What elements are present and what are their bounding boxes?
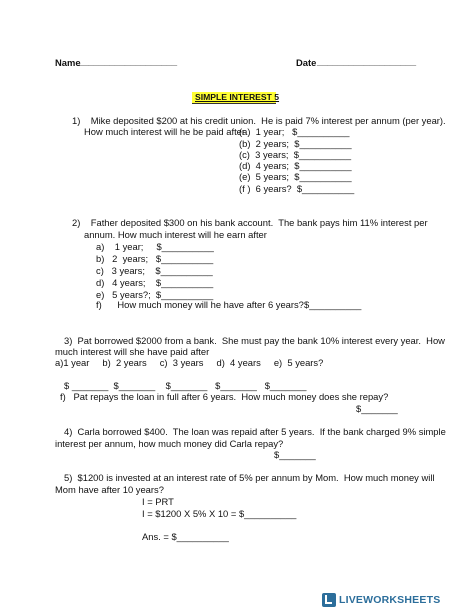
q1-line2: How much interest will he be paid after <box>84 126 246 137</box>
q1-option-a[interactable]: (a) 1 year; $__________ <box>239 126 350 137</box>
name-label: Name <box>55 57 81 68</box>
q3-blank-f[interactable]: $_______ <box>356 403 398 414</box>
logo-badge-icon <box>322 593 336 607</box>
q2-option-a[interactable]: a) 1 year; $__________ <box>96 241 214 252</box>
q1-option-c[interactable]: (c) 3 years; $__________ <box>239 149 352 160</box>
q1-option-d[interactable]: (d) 4 years; $__________ <box>239 160 352 171</box>
q1-option-e[interactable]: (e) 5 years; $__________ <box>239 171 352 182</box>
q5-formula: I = PRT <box>142 496 174 507</box>
q4-blank[interactable]: $_______ <box>274 449 316 460</box>
q4-line2: interest per annum, how much money did Carla repay? <box>55 438 284 449</box>
q3-blanks[interactable]: $ _______ $_______ $_______ $_______ $_______ <box>64 380 307 391</box>
q4-line1: 4) Carla borrowed $400. The loan was repaid after 5 years. If the bank charged 9% simple <box>64 426 446 437</box>
q2-line2: annum. How much interest will he earn after <box>84 229 267 240</box>
q5-answer[interactable]: Ans. = $__________ <box>142 531 229 542</box>
q5-line1: 5) $1200 is invested at an interest rate of 5% per annum by Mom. How much money will <box>64 472 435 483</box>
q2-option-e[interactable]: e) 5 years?; $__________ <box>96 289 214 300</box>
q2-option-c[interactable]: c) 3 years; $__________ <box>96 265 213 276</box>
q1-line1: 1) Mike deposited $200 at his credit union. He is paid 7% interest per annum (per year). <box>72 115 446 126</box>
q3-line1: 3) Pat borrowed $2000 from a bank. She must pay the bank 10% interest every year. How <box>64 335 445 346</box>
q5-work[interactable]: I = $1200 X 5% X 10 = $__________ <box>142 508 297 519</box>
q1-option-f[interactable]: (f ) 6 years? $__________ <box>239 183 355 194</box>
date-blank[interactable]: ___________________ <box>317 56 417 67</box>
q3-line-f: f) Pat repays the loan in full after 6 years. How much money does she repay? <box>60 391 389 402</box>
q2-line1: 2) Father deposited $300 on his bank account. The bank pays him 11% interest per <box>72 217 428 228</box>
q3-line2: much interest will she have paid after <box>55 346 210 357</box>
page-title: SIMPLE INTEREST 5 <box>195 92 280 102</box>
q2-option-f-label: f) How much money will he have after 6 years? <box>96 299 304 310</box>
q2-option-f-blank[interactable]: $__________ <box>304 299 362 310</box>
date-label: Date <box>296 57 317 68</box>
q2-option-b[interactable]: b) 2 years; $__________ <box>96 253 214 264</box>
q2-option-d[interactable]: d) 4 years; $__________ <box>96 277 214 288</box>
name-blank[interactable]: ___________________ <box>78 56 178 67</box>
q5-line2: Mom have after 10 years? <box>55 484 164 495</box>
logo-text: LIVEWORKSHEETS <box>339 594 441 606</box>
liveworksheets-logo <box>322 593 440 607</box>
q3-choices: a)1 year b) 2 years c) 3 years d) 4 years e) 5 years? <box>55 357 324 368</box>
q1-option-b[interactable]: (b) 2 years; $__________ <box>239 138 352 149</box>
